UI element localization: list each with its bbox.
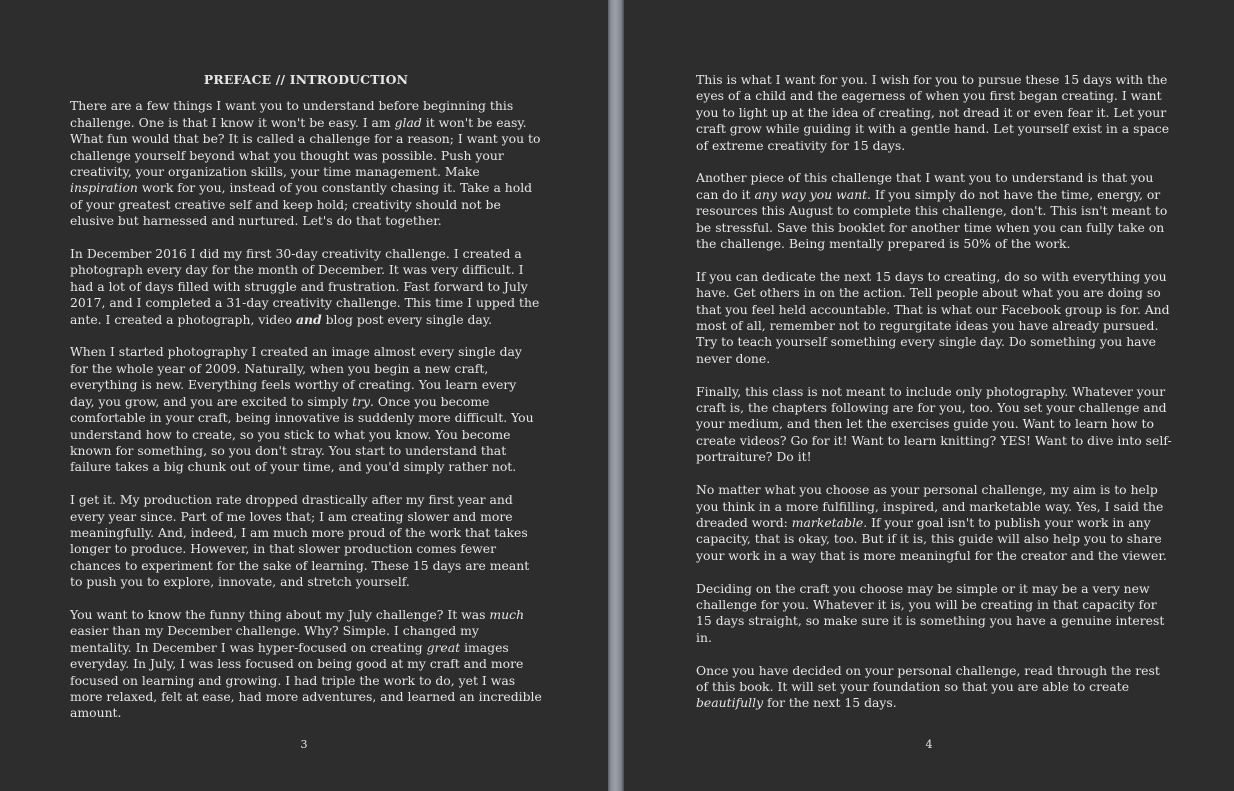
paragraph <box>696 170 1172 252</box>
paragraph <box>70 98 542 229</box>
left-page-body <box>70 98 542 721</box>
text-run: I get it. My production rate dropped drastically after my first year and every year since. Part of me loves that; I am creating slower and more meaningfully. And, indeed, I am much more proud of the work that takes longer to produce. However, in that slower production comes fewer chances to experiment for the sake of learning. These 15 days are meant to push you to explore, innovate, and stretch yourself. <box>70 492 530 590</box>
emphasis-text: try <box>352 393 371 409</box>
text-run: images everyday. In July, I was less focused on being good at my craft and more focused on learning and growing. I had triple the work to do, yet I was more relaxed, felt at ease, had more adventures, and learned an incredible amount. <box>70 639 542 721</box>
text-run: When I started photography I created an image almost every single day for the whole year of 2009. Naturally, when you begin a new craft, everything is new. Everything feels worthy of creating. You learn every day, you grow, and you are excited to simply <box>70 344 522 409</box>
paragraph <box>70 607 542 722</box>
text-run: Finally, this class is not meant to include only photography. Whatever your craft is, the chapters following are for you, too. You set your challenge and your medium, and then let the exercises guide you. Want to learn how to create videos? Go for it! Want to learn knitting? YES! Want to dive into self-portraiture? Do it! <box>696 383 1172 465</box>
text-run: There are a few things I want you to understand before beginning this challenge. One is that I know it won't be easy. I am <box>70 98 514 130</box>
text-run: Another piece of this challenge that I want you to understand is that you can do it <box>696 170 1154 202</box>
paragraph <box>70 344 542 475</box>
emphasis-text: great <box>426 639 461 655</box>
text-run: In December 2016 I did my first 30-day creativity challenge. I created a photograph every day for the month of December. It was very difficult. I had a lot of days filled with struggle and frustration. Fast forward to July 2017, and I completed a 31-day creativity challenge. This time I upped the ante. I created a photograph, video <box>70 246 540 327</box>
text-run: You want to know the funny thing about my July challenge? It was <box>70 606 490 622</box>
paragraph <box>696 482 1172 564</box>
left-page <box>0 0 608 791</box>
page-heading: PREFACE // INTRODUCTION <box>203 72 409 87</box>
text-run: This is what I want for you. I wish for you to pursue these 15 days with the eyes of a child and the eagerness of when you first began creating. I want you to light up at the idea of creating, not dread it or even fear it. Let your craft grow while guiding it with a gentle hand. Let yourself exist in a space of extreme creativity for 15 days. <box>696 72 1170 153</box>
emphasis-text: marketable <box>791 514 864 530</box>
text-run: . If your goal isn't to publish your work in any capacity, that is okay, too. But if it is, this guide will also help you to share your work in a way that is more meaningful for the creator and the viewer. <box>696 514 1167 563</box>
emphasis-text: glad <box>394 114 422 130</box>
text-run: If you can dedicate the next 15 days to creating, do so with everything you have. Get others in on the action. Tell people about what you are doing so that you feel held accountable. That is what our Facebook group is for. And most of all, remember not to regurgitate ideas you have already pursued. Try to teach yourself something every single day. Do something you have never done. <box>696 268 1170 366</box>
paragraph <box>696 663 1172 712</box>
text-run: blog post every single day. <box>321 311 493 327</box>
text-run: work for you, instead of you constantly chasing it. Take a hold of your greatest creative self and keep hold; creativity should not be elusive but harnessed and nurtured. Let's do that together. <box>70 180 533 229</box>
paragraph <box>696 269 1172 367</box>
page-number-left: 3 <box>300 737 308 751</box>
paragraph <box>70 492 542 590</box>
text-run: No matter what you choose as your personal challenge, my aim is to help you think in a more fulfilling, inspired, and marketable way. Yes, I said the dreaded word: <box>696 482 1164 530</box>
text-run: easier than my December challenge. Why? Simple. I changed my mentality. In December I was hyper-focused on creating <box>70 623 479 655</box>
right-page <box>624 0 1234 791</box>
emphasis-text: and <box>295 311 322 327</box>
text-run: for the next 15 days. <box>763 695 897 711</box>
paragraph <box>696 581 1172 647</box>
page-number-right: 4 <box>925 737 933 751</box>
emphasis-text <box>296 312 322 327</box>
right-page-body <box>696 72 1172 712</box>
paragraph <box>70 246 542 328</box>
paragraph <box>696 384 1172 466</box>
paragraph <box>696 72 1172 154</box>
page-gutter <box>608 0 624 791</box>
emphasis-text: much <box>489 606 525 622</box>
emphasis-text: beautifully <box>696 695 764 711</box>
text-run: Deciding on the craft you choose may be simple or it may be a very new challenge for you. Whatever it is, you will be creating in that capacity for 15 days straight, so make sure it is something you have a genuine interest in. <box>696 580 1165 645</box>
text-run: it won't be easy. What fun would that be? It is called a challenge for a reason; I want you to challenge yourself beyond what you thought was possible. Push your creativity, your organization skills, your time management. Make <box>70 114 541 180</box>
text-run: . If you simply do not have the time, energy, or resources this August to complete this challenge, don't. This isn't meant to be stressful. Save this booklet for another time when you can fully take on the challenge. Being mentally prepared is 50% of the work. <box>696 186 1168 252</box>
emphasis-text: inspiration <box>70 180 138 196</box>
text-run: Once you have decided on your personal challenge, read through the rest of this book. It will set your foundation so that you are able to create <box>696 662 1160 694</box>
text-run: . Once you become comfortable in your craft, being innovative is suddenly more difficult. You understand how to create, so you stick to what you know. You become known for something, so you don't stray. You start to understand that failure takes a big chunk out of your time, and you'd simply rather not. <box>70 393 534 475</box>
emphasis-text: any way you want <box>754 186 868 202</box>
